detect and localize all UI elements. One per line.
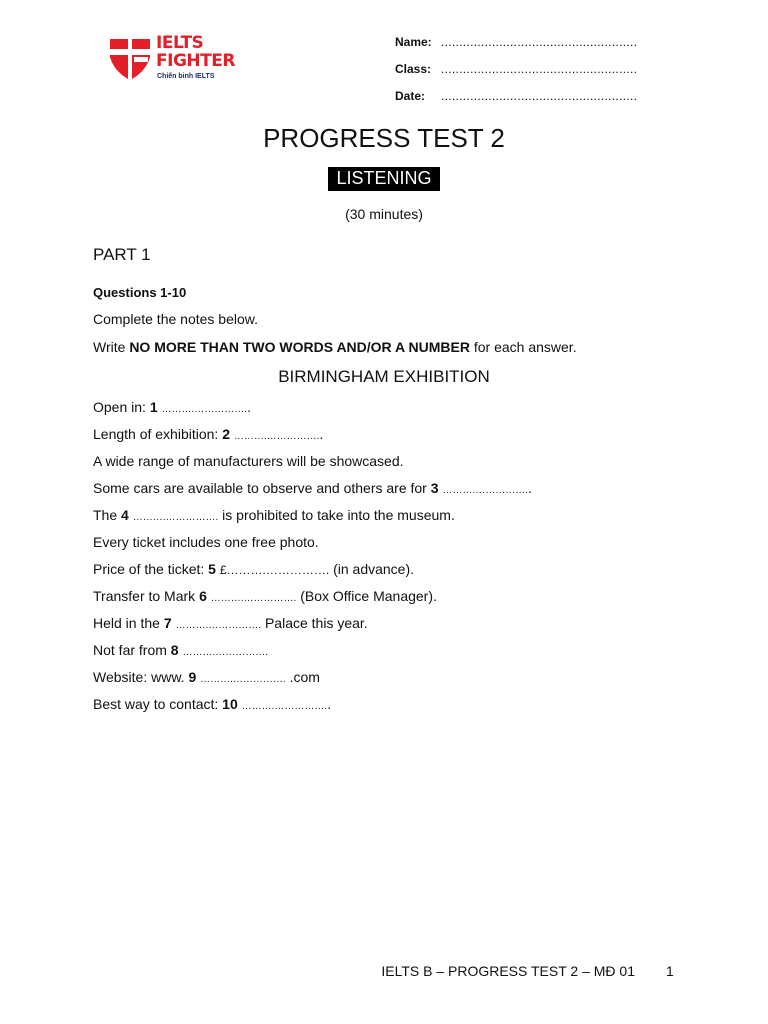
note-text: Length of exhibition: <box>93 426 223 442</box>
note-text: Open in: <box>93 399 150 415</box>
name-row <box>395 28 637 55</box>
note-item <box>93 421 532 448</box>
date-field[interactable]: ...................................................... <box>441 88 638 103</box>
ielts-fighter-logo <box>108 33 258 85</box>
note-item <box>93 583 532 610</box>
note-text: Some cars are available to observe and others are for <box>93 480 431 496</box>
answer-blank[interactable]: ……….……………. <box>182 647 269 658</box>
answer-blank[interactable]: ……….……………. <box>233 431 320 442</box>
note-text-after: (in advance). <box>329 561 415 577</box>
date-row <box>395 82 637 109</box>
note-item <box>93 448 532 475</box>
note-text: Price of the ticket: <box>93 561 209 577</box>
question-number: 2 <box>222 426 231 442</box>
question-number: 6 <box>199 588 207 604</box>
note-item <box>93 691 532 718</box>
duration-text: (30 minutes) <box>345 206 423 222</box>
question-number: 3 <box>430 480 439 496</box>
answer-blank[interactable]: ……….……………. <box>175 620 262 631</box>
question-number: 5 <box>208 561 216 577</box>
instruction-word-limit <box>93 339 577 355</box>
shield-logo-icon <box>108 35 152 83</box>
note-text-after: is prohibited to take into the museum. <box>218 507 455 523</box>
note-text: Best way to contact: <box>93 696 223 712</box>
note-item <box>93 394 532 421</box>
answer-blank[interactable]: ……….……………. <box>241 701 328 712</box>
note-text-after: .com <box>285 669 320 685</box>
note-text-after: . <box>327 696 332 712</box>
note-text-after: Palace this year. <box>261 615 368 631</box>
notes-list <box>93 394 532 718</box>
note-item <box>93 529 532 556</box>
instruction-pre: Write <box>93 339 130 355</box>
name-label: Name: <box>395 34 432 49</box>
note-item <box>93 475 532 502</box>
student-info <box>395 28 637 109</box>
question-number: 10 <box>222 696 238 712</box>
note-text: Held in the <box>93 615 164 631</box>
note-text: A wide range of manufacturers will be showcased. <box>93 453 404 469</box>
note-text: Website: www. <box>93 669 189 685</box>
answer-blank[interactable]: £……….……………. <box>219 563 330 577</box>
questions-range: Questions 1-10 <box>93 285 187 300</box>
answer-blank[interactable]: ……….……………. <box>210 593 297 604</box>
page-number: 1 <box>666 963 674 979</box>
note-text-after: (Box Office Manager). <box>296 588 437 604</box>
instruction-bold: NO MORE THAN TWO WORDS AND/OR A NUMBER <box>129 339 470 355</box>
note-text-after: . <box>528 480 532 496</box>
answer-blank[interactable]: ……….……………. <box>132 512 219 523</box>
instruction-complete: Complete the notes below. <box>93 311 258 327</box>
answer-blank[interactable]: ……….……………. <box>442 485 528 496</box>
logo-tagline: Chiến binh IELTS <box>157 73 215 80</box>
note-item <box>93 556 532 583</box>
note-text: Every ticket includes one free photo. <box>93 534 319 550</box>
class-row <box>395 55 637 82</box>
part-heading: PART 1 <box>93 245 151 264</box>
question-number: 9 <box>188 669 197 685</box>
instruction-post: for each answer. <box>469 339 577 355</box>
note-text: The <box>93 507 122 523</box>
name-field[interactable]: ...................................................... <box>441 34 638 49</box>
question-number: 7 <box>163 615 172 631</box>
note-text-after: . <box>247 399 251 415</box>
date-label: Date: <box>395 88 426 103</box>
note-item <box>93 637 532 664</box>
logo-text-ielts: IELTS <box>156 33 204 53</box>
section-badge: LISTENING <box>328 167 439 191</box>
exhibition-title: BIRMINGHAM EXHIBITION <box>278 367 490 386</box>
answer-blank[interactable]: ……….……………. <box>200 674 286 685</box>
note-item <box>93 664 532 691</box>
answer-blank[interactable]: ……….……………. <box>161 404 248 415</box>
note-text-after: . <box>319 426 324 442</box>
class-label: Class: <box>395 61 432 76</box>
logo-text-fighter: FIGHTER <box>156 51 235 71</box>
section-badge-wrap <box>0 167 768 191</box>
question-number: 4 <box>121 507 129 523</box>
note-text: Not far from <box>93 642 171 658</box>
question-number: 1 <box>149 399 158 415</box>
note-text: Transfer to Mark <box>93 588 200 604</box>
note-item <box>93 502 532 529</box>
footer-text: IELTS B – PROGRESS TEST 2 – MĐ 01 <box>381 963 635 979</box>
question-number: 8 <box>170 642 179 658</box>
note-item <box>93 610 532 637</box>
page-title: PROGRESS TEST 2 <box>263 123 505 153</box>
class-field[interactable]: ...................................................... <box>441 61 638 76</box>
